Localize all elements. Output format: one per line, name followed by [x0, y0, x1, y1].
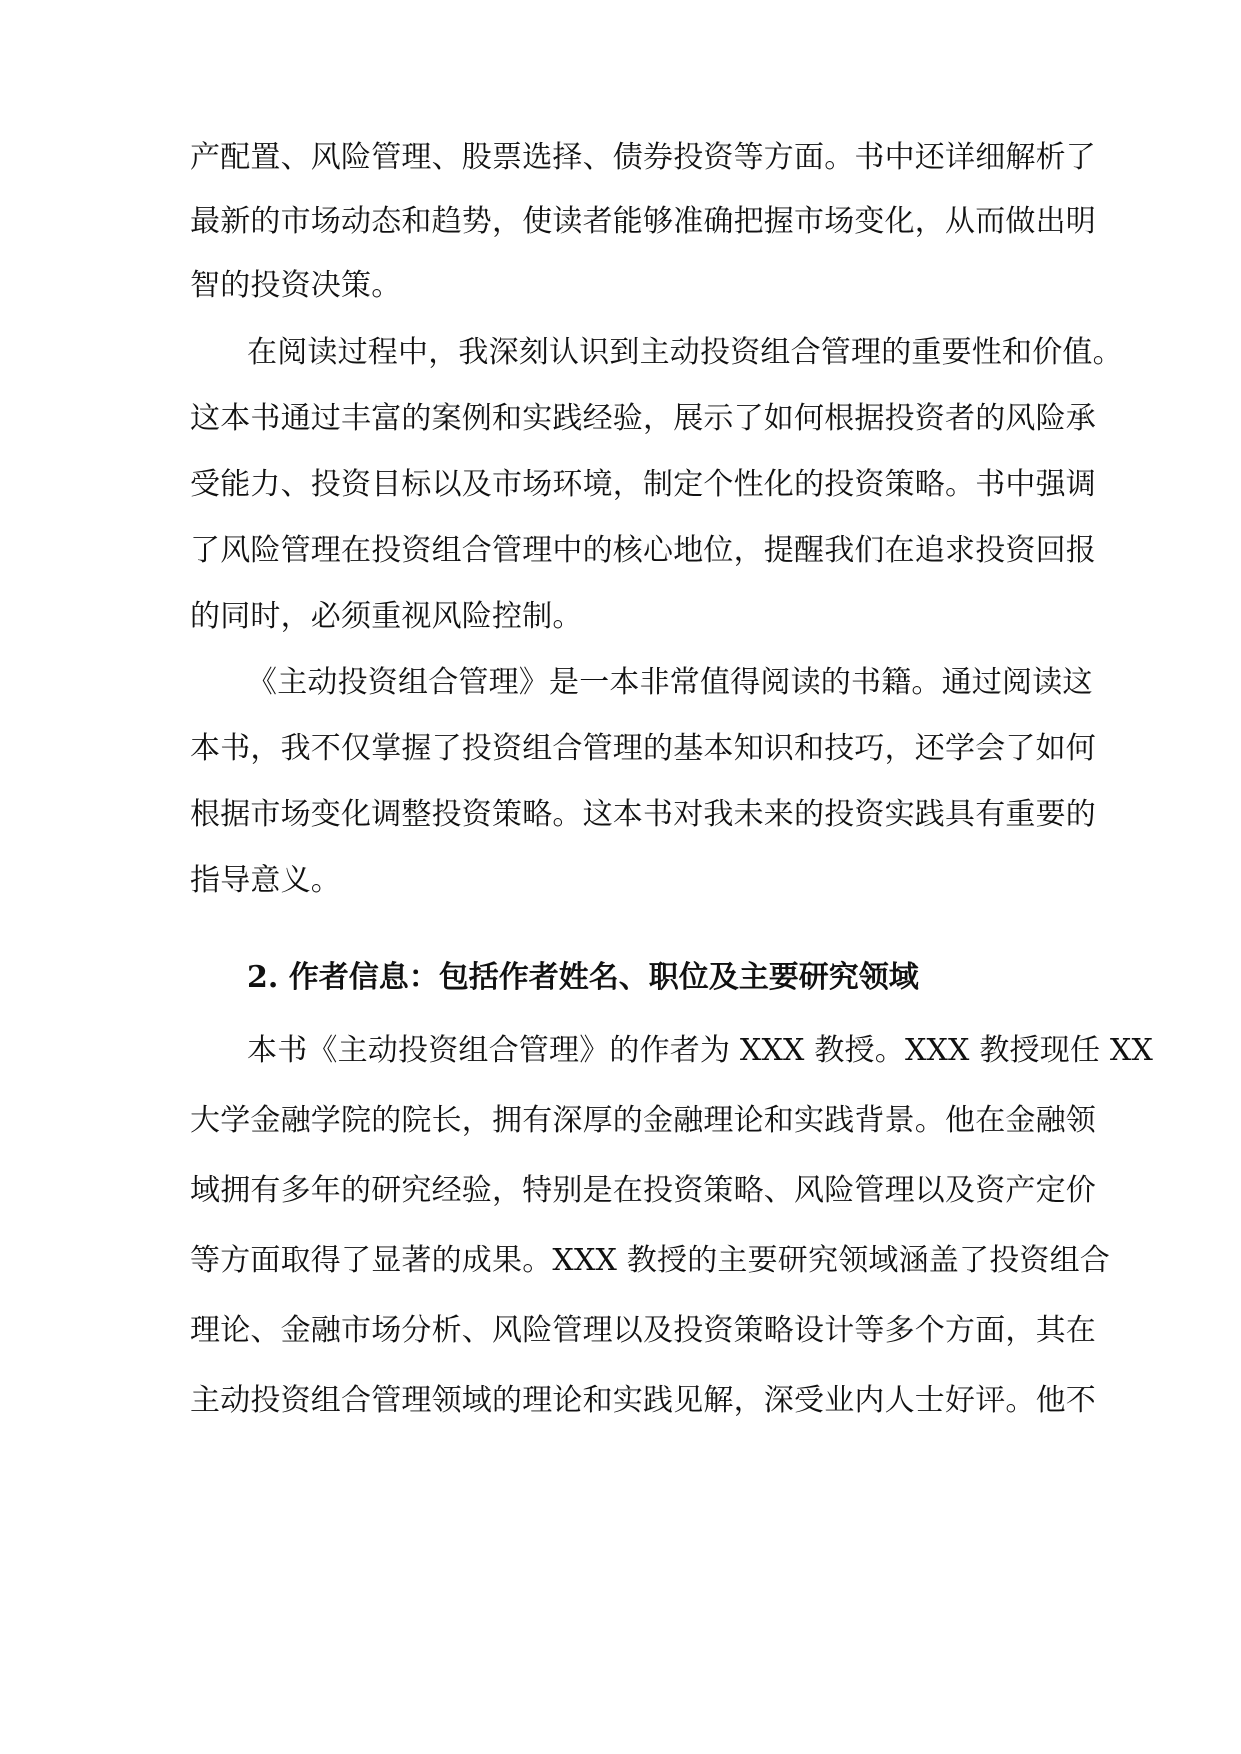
paragraph-line: 本书，我不仅掌握了投资组合管理的基本知识和技巧，还学会了如何 [190, 731, 1096, 766]
paragraph-line: 理论、金融市场分析、风险管理以及投资策略设计等多个方面，其在 [190, 1313, 1096, 1348]
paragraph-line: 《主动投资组合管理》是一本非常值得阅读的书籍。通过阅读这 [247, 665, 1093, 700]
section-heading: 2. 作者信息：包括作者姓名、职位及主要研究领域 [247, 960, 919, 995]
paragraph-line: 在阅读过程中，我深刻认识到主动投资组合管理的重要性和价值。 [247, 335, 1123, 370]
paragraph-line: 的同时，必须重视风险控制。 [190, 599, 583, 634]
paragraph-line: 受能力、投资目标以及市场环境，制定个性化的投资策略。书中强调 [190, 467, 1096, 502]
paragraph-line: 主动投资组合管理领域的理论和实践见解，深受业内人士好评。他不 [190, 1383, 1096, 1418]
paragraph-line: 指导意义。 [190, 863, 341, 898]
paragraph-line: 根据市场变化调整投资策略。这本书对我未来的投资实践具有重要的 [190, 797, 1096, 832]
paragraph-line: 产配置、风险管理、股票选择、债券投资等方面。书中还详细解析了 [190, 140, 1096, 175]
paragraph-line: 智的投资决策。 [190, 268, 402, 303]
paragraph-line: 等方面取得了显著的成果。XXX 教授的主要研究领域涵盖了投资组合 [190, 1243, 1111, 1278]
paragraph-line: 本书《主动投资组合管理》的作者为 XXX 教授。XXX 教授现任 XX [247, 1033, 1154, 1068]
paragraph-line: 了风险管理在投资组合管理中的核心地位，提醒我们在追求投资回报 [190, 533, 1096, 568]
paragraph-line: 域拥有多年的研究经验，特别是在投资策略、风险管理以及资产定价 [190, 1173, 1096, 1208]
paragraph-line: 最新的市场动态和趋势，使读者能够准确把握市场变化，从而做出明 [190, 204, 1096, 239]
paragraph-line: 大学金融学院的院长，拥有深厚的金融理论和实践背景。他在金融领 [190, 1103, 1096, 1138]
paragraph-line: 这本书通过丰富的案例和实践经验，展示了如何根据投资者的风险承 [190, 401, 1096, 436]
